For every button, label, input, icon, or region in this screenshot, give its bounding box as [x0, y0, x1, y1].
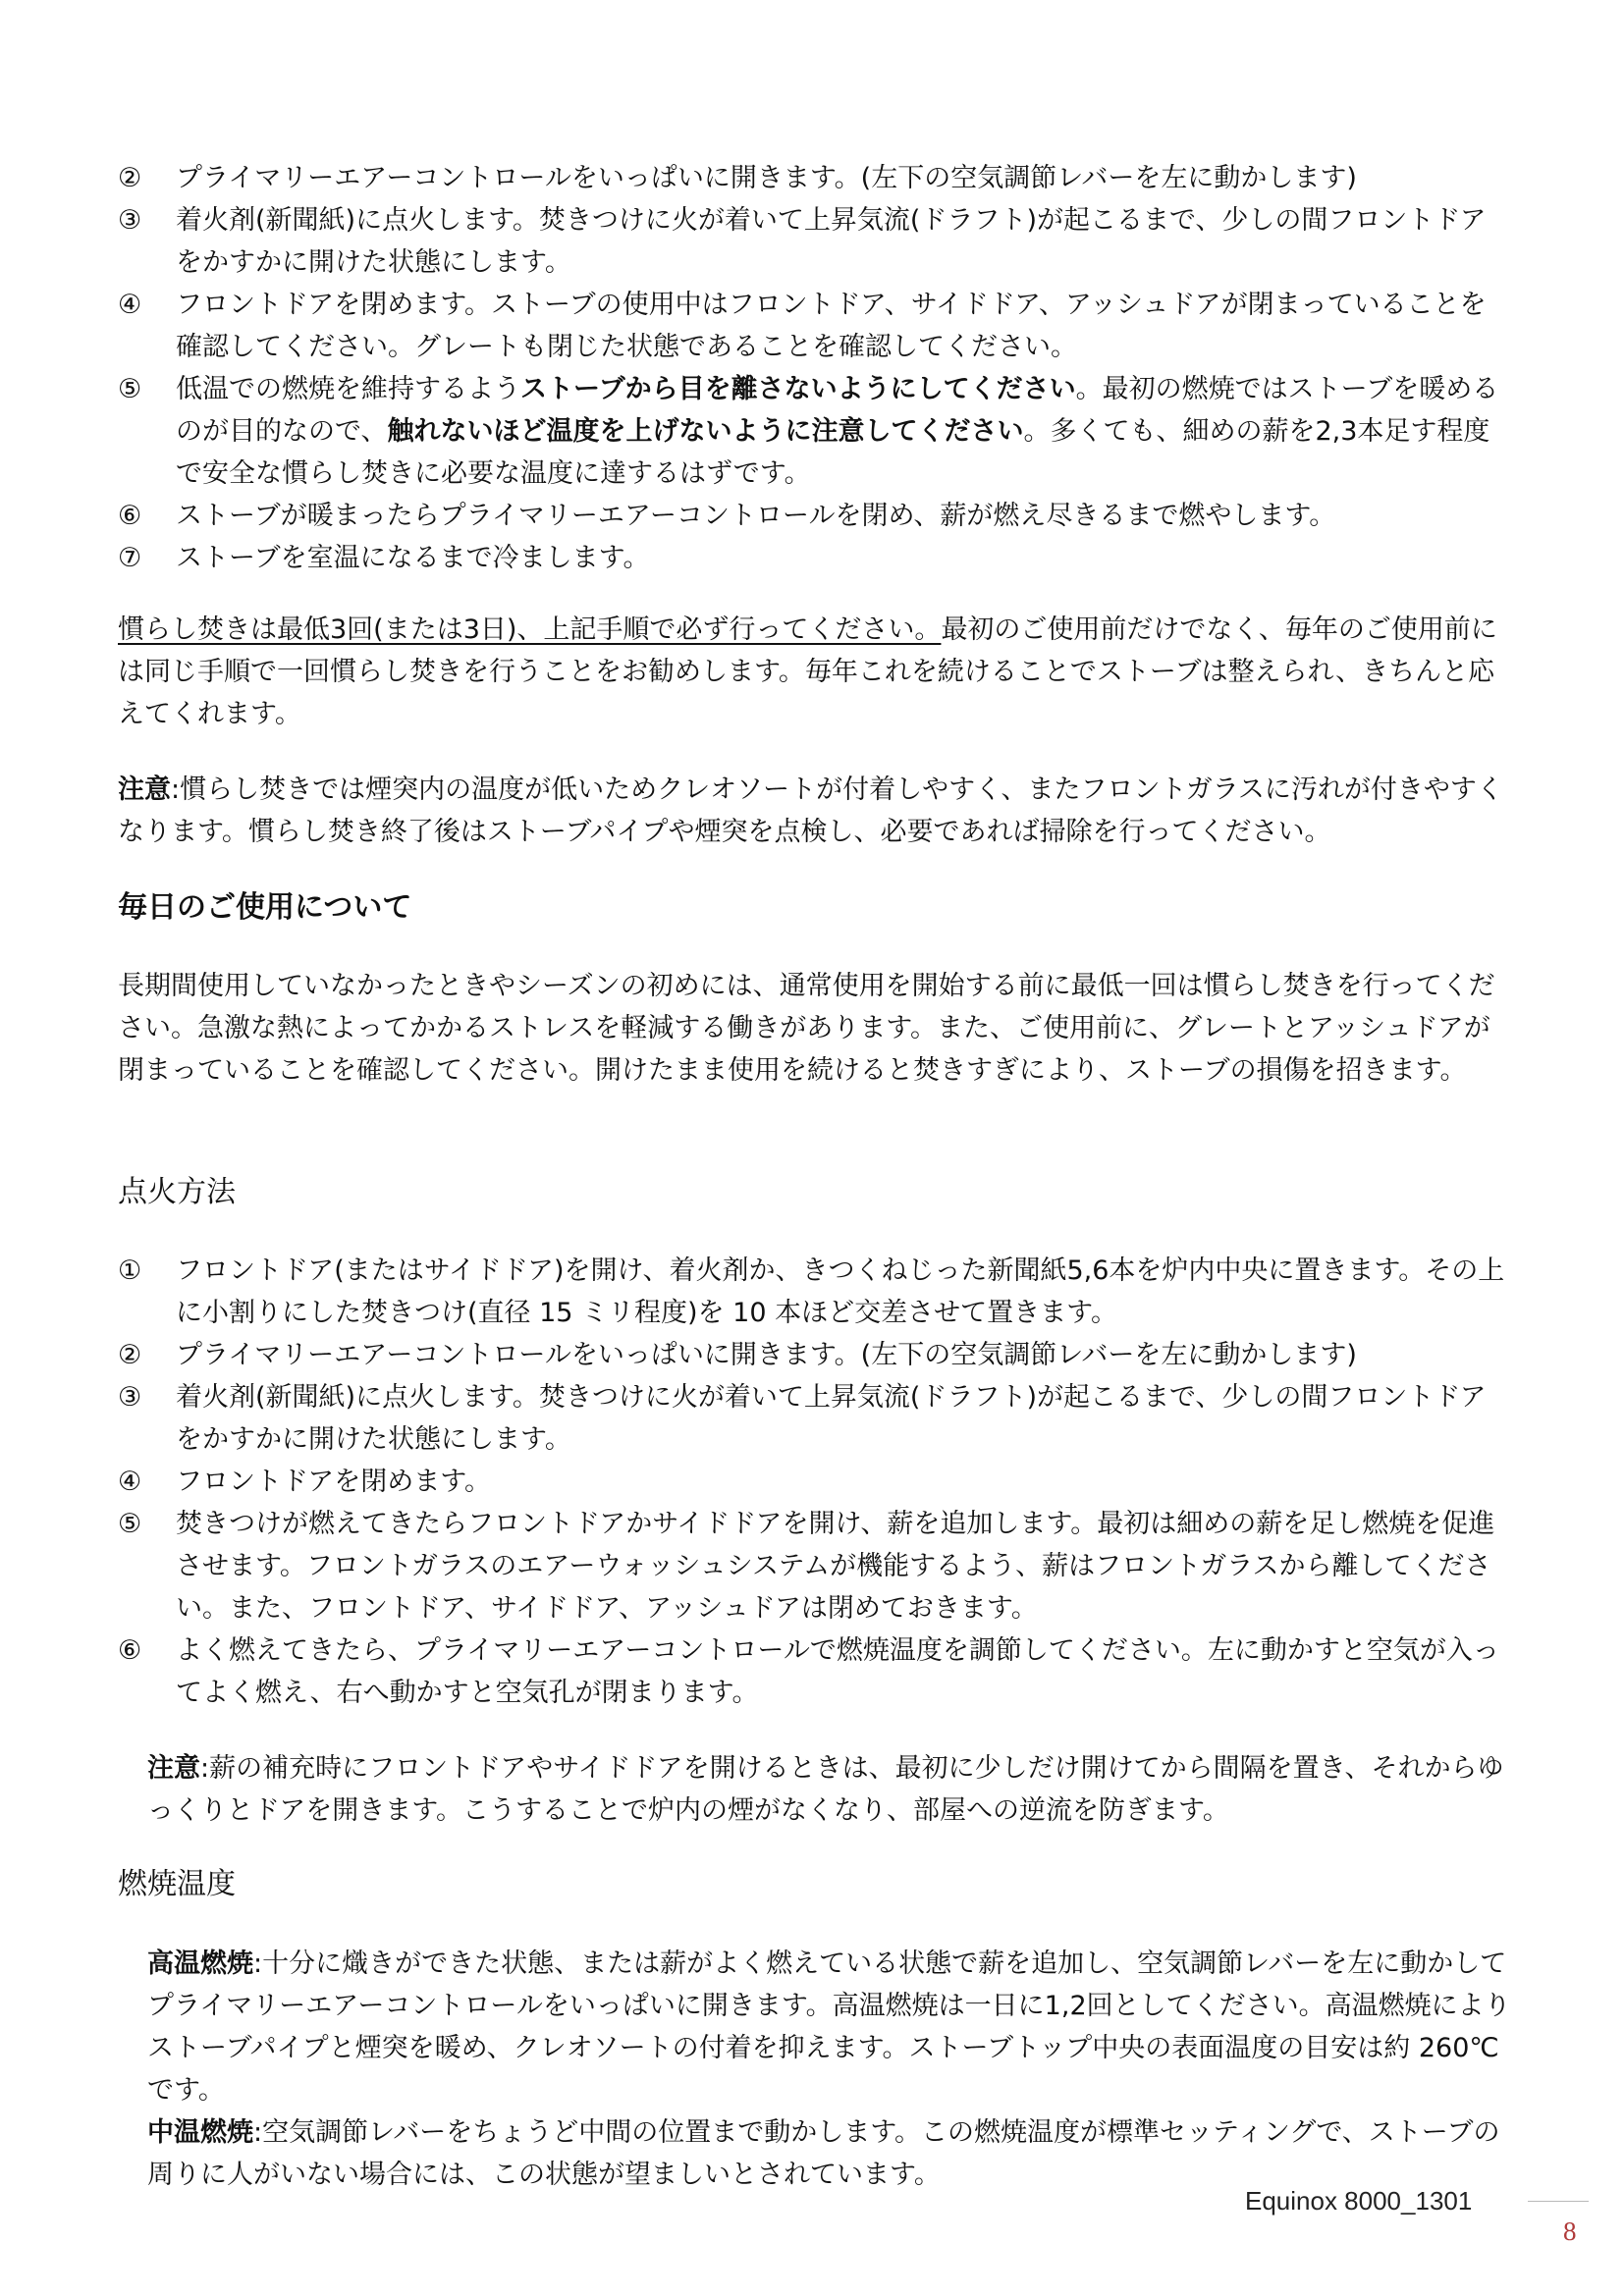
list-number: ⑤ [118, 1509, 142, 1539]
list-text: プライマリーエアーコントロールをいっぱいに開きます。(左下の空気調節レバーを左に動かします) [176, 1340, 1357, 1370]
emphasis-text: ストーブから目を離さないようにしてください [520, 374, 1076, 404]
term-label: 高温燃焼 [147, 1949, 253, 1979]
list-text: ストーブが暖まったらプライマリーエアーコントロールを閉め、薪が燃え尽きるまで燃やします。 [176, 501, 1336, 531]
list-text: フロントドアを閉めます。ストーブの使用中はフロントドア、サイドドア、アッシュドアが閉まっていることを確認してください。グレートも閉じた状態であることを確認してください。 [176, 290, 1487, 362]
list-number: ② [118, 163, 142, 193]
daily-use-paragraph: 長期間使用していなかったときやシーズンの初めには、通常使用を開始する前に最低一回は慣らし焚きを行ってください。急激な熱によってかかるストレスを軽減する働きがあります。また、ご使用前に、グレートとアッシュドアが閉まっていることを確認してください。開けたまま使用を続けると焚きすぎにより、ストーブの損傷を招きます。 [118, 971, 1495, 1086]
list-text: 低温での燃焼を維持するようストーブから目を離さないようにしてください。最初の燃焼ではストーブを暖めるのが目的なので、触れないほど温度を上げないように注意してください。多くても、細めの薪を2,3本足す程度で安全な慣らし焚きに必要な温度に達するはずです。 [176, 374, 1499, 489]
list-text: よく燃えてきたら、プライマリーエアーコントロールで燃焼温度を調節してください。左に動かすと空気が入ってよく燃え、右へ動かすと空気孔が閉まります。 [176, 1635, 1499, 1708]
note-paragraph: 注意:慣らし焚きでは煙突内の温度が低いためクレオソートが付着しやすく、またフロントガラスに汚れが付きやすくなります。慣らし焚き終了後はストーブパイプや煙突を点検し、必要であれば掃除を行ってください。 [118, 774, 1503, 847]
list-text: 着火剤(新聞紙)に点火します。焚きつけに火が着いて上昇気流(ドラフト)が起こるまで、少しの間フロントドアをかすかに開けた状態にします。 [176, 205, 1487, 278]
note-label: 注意 [118, 774, 171, 805]
footer-divider [1528, 2201, 1589, 2202]
list-number: ① [118, 1255, 142, 1286]
page-number: 8 [1563, 2216, 1577, 2246]
list-number: ⑥ [118, 1635, 142, 1666]
break-in-paragraph: 慣らし焚きは最低3回(または3日)、上記手順で必ず行ってください。最初のご使用前だけでなく、毎年のご使用前には同じ手順で一回慣らし焚きを行うことをお勧めします。毎年これを続けることでストーブは整えられ、きちんと応えてくれます。 [118, 614, 1497, 729]
section-heading: 点火方法 [118, 1175, 236, 1209]
underlined-instruction: 慣らし焚きは最低3回(または3日)、上記手順で必ず行ってください。 [118, 614, 942, 645]
list-number: ⑤ [118, 374, 142, 404]
note-paragraph: 注意:薪の補充時にフロントドアやサイドドアを開けるときは、最初に少しだけ開けてから間隔を置き、それからゆっくりとドアを開きます。こうすることで炉内の煙がなくなり、部屋への逆流を防ぎます。 [147, 1753, 1504, 1826]
list-text: フロントドアを閉めます。 [176, 1467, 492, 1497]
list-number: ③ [118, 205, 142, 236]
mid-temp-paragraph: 中温燃焼:空気調節レバーをちょうど中間の位置まで動かします。この燃焼温度が標準セッティングで、ストーブの周りに人がいない場合には、この状態が望ましいとされています。 [147, 2117, 1500, 2190]
high-temp-paragraph: 高温燃焼:十分に熾きができた状態、または薪がよく燃えている状態で薪を追加し、空気調節レバーを左に動かしてプライマリーエアーコントロールをいっぱいに開きます。高温燃焼は一日に1,2回としてください。高温燃焼によりストーブパイプと煙突を暖め、クレオソートの付着を抑えます。ストーブトップ中央の表面温度の目安は約 260℃です。 [147, 1949, 1511, 2106]
list-text: プライマリーエアーコントロールをいっぱいに開きます。(左下の空気調節レバーを左に動かします) [176, 163, 1357, 193]
list-text: 焚きつけが燃えてきたらフロントドアかサイドドアを開け、薪を追加します。最初は細めの薪を足し燃焼を促進させます。フロントガラスのエアーウォッシュシステムが機能するよう、薪はフロントガラスから離してください。また、フロントドア、サイドドア、アッシュドアは閉めておきます。 [176, 1509, 1495, 1624]
list-number: ④ [118, 290, 142, 320]
list-number: ⑦ [118, 543, 142, 573]
note-label: 注意 [147, 1753, 200, 1784]
list-text: 着火剤(新聞紙)に点火します。焚きつけに火が着いて上昇気流(ドラフト)が起こるまで、少しの間フロントドアをかすかに開けた状態にします。 [176, 1382, 1487, 1455]
section-heading: 毎日のご使用について [118, 890, 412, 925]
list-number: ④ [118, 1467, 142, 1497]
list-number: ② [118, 1340, 142, 1370]
list-number: ③ [118, 1382, 142, 1413]
section-heading: 燃焼温度 [118, 1867, 236, 1901]
footer-doc-label: Equinox 8000_1301 [1245, 2186, 1473, 2216]
list-text: ストーブを室温になるまで冷まします。 [176, 543, 650, 573]
emphasis-text: 触れないほど温度を上げないように注意してください [387, 416, 1024, 447]
term-label: 中温燃焼 [147, 2117, 253, 2148]
list-number: ⑥ [118, 501, 142, 531]
list-text: フロントドア(またはサイドドア)を開け、着火剤か、きつくねじった新聞紙5,6本を炉内中央に置きます。その上に小割りにした焚きつけ(直径 15 ミリ程度)を 10 本ほど交差させて置きます。 [176, 1255, 1505, 1328]
